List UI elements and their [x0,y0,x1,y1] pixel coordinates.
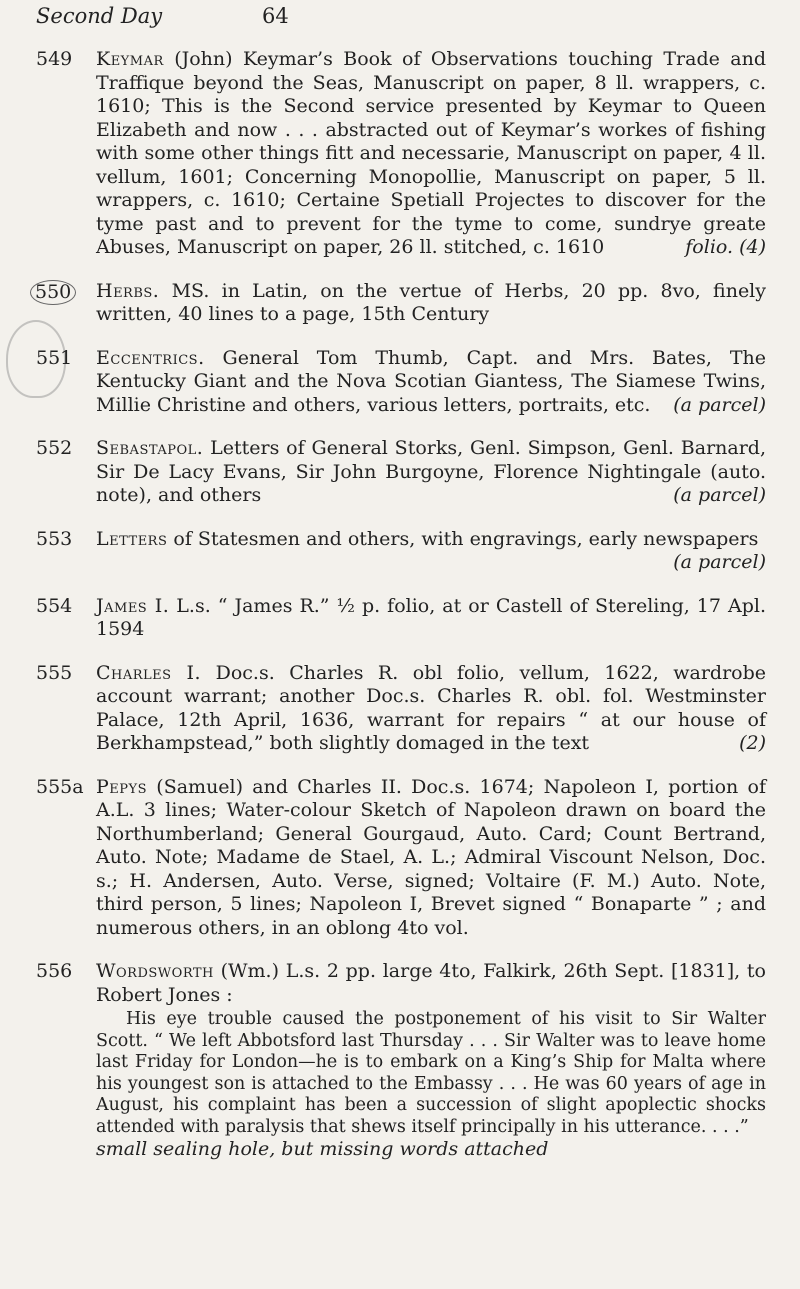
lot-description: Doc.s. Charles R. obl folio, vellum, 1622, wardrobe account warrant; another Doc.s. Charles R. obl. fol. Westminster Palace, 12th April, 1636, warrant for repairs “ at our house of Berkhampstead,” both slightly domaged in the text [96,661,767,754]
lot-quantity: folio. (4) [685,236,766,258]
page-number: 64 [262,4,289,28]
lot-number: 554 [36,594,73,617]
lot-555 [36,662,766,756]
lot-list [36,48,766,1182]
lot-description: (Samuel) and Charles II. Doc.s. 1674; Napoleon I, portion of A.L. 3 lines; Water-colour Sketch of Napoleon drawn on board the Northumberland; General Gourgaud, Auto. Card; Count Bertrand, Auto. Note; Madame de Stael, A. L.; Admiral Viscount Nelson, Doc. s.; H. Andersen, Auto. Verse, signed; Voltaire (F. M.) Auto. Note, third person, 5 lines; Napoleon I, Brevet signed “ Bonaparte ” ; and numerous others, in an oblong 4to vol. [96,775,767,939]
lot-heading: Pepys [96,775,148,798]
page-header [36,4,766,40]
lot-description: Letters of General Storks, Genl. Simpson, Genl. Barnard, Sir De Lacy Evans, Sir John Burgoyne, Florence Nightingale (auto. note), and others [96,437,766,506]
lot-heading: Eccentrics. [96,346,205,369]
lot-555a [36,776,766,941]
lot-heading: Keymar [96,48,164,70]
lot-number: 553 [36,527,73,550]
lot-number: 555a [36,775,84,798]
lot-heading: James I. [96,594,170,617]
lot-heading: Sebastapol. [96,437,204,459]
lot-heading: Herbs. [96,279,160,302]
letter-quote: His eye trouble caused the postponement of his visit to Sir Walter Scott. “ We left Abbotsford last Thursday . . . Sir Walter was to leave home last Friday for London—he is to embark on a King’s Ship for Malta where his youngest son is attached to the Embassy . . . He was 60 years of age in August, his complaint has been a succession of slight apoplectic shocks attended with paralysis that shews itself principally in his utterance. . . .” [96,1009,766,1137]
lot-554 [36,595,766,642]
lot-description: MS. in Latin, on the vertue of Herbs, 20 pp. 8vo, finely written, 40 lines to a page, 15th Century [96,279,766,325]
lot-heading: Letters [96,527,168,550]
lot-number: 555 [36,661,73,684]
lot-549 [36,48,766,260]
lot-556 [36,960,766,1162]
lot-heading: Charles I. [96,661,202,684]
condition-note: small sealing hole, but missing words attached [96,1138,549,1160]
lot-number: 550 [30,280,76,306]
lot-number: 549 [36,48,73,70]
lot-number: 552 [36,437,73,459]
lot-quantity: (a parcel) [673,551,766,573]
lot-553 [36,528,766,575]
lot-quantity: (a parcel) [673,393,766,416]
lot-description: (Wm.) L.s. 2 pp. large 4to, Falkirk, 26th Sept. [1831], to Robert Jones : [96,960,766,1006]
lot-heading: Wordsworth [96,960,214,982]
lot-quantity: (2) [739,732,766,754]
lot-quantity: (a parcel) [673,484,766,506]
lot-description: of Statesmen and others, with engravings, early newspapers [173,527,759,550]
lot-description: General Tom Thumb, Capt. and Mrs. Bates, The Kentucky Giant and the Nova Scotian Giantess, The Siamese Twins, Millie Christine and others, various letters, portraits, etc. [96,346,766,416]
day-title: Second Day [36,4,163,28]
lot-description: L.s. “ James R.” ½ p. folio, at or Castell of Stereling, 17 Apl. 1594 [96,594,766,640]
lot-description: (John) Keymar’s Book of Observations touching Trade and Traffique beyond the Seas, Manuscript on paper, 8 ll. wrappers, c. 1610; This is the Second service presented by Keymar to Queen Elizabeth and now . . . abstracted out of Keymar’s workes of fishing with some other things fitt and necessarie, Manuscript on paper, 4 ll. vellum, 1601; Concerning Monopollie, Manuscript on paper, 5 ll. wrappers, c. 1610; Certaine Spetiall Projectes to discover for the tyme past and to prevent for the tyme to come, sundrye greate Abuses, Manuscript on paper, 26 ll. stitched, c. 1610 [96,48,767,258]
lot-552 [36,437,766,508]
lot-551 [36,347,766,418]
lot-550 [36,280,766,327]
lot-number: 551 [36,346,73,369]
lot-number: 556 [36,960,73,982]
